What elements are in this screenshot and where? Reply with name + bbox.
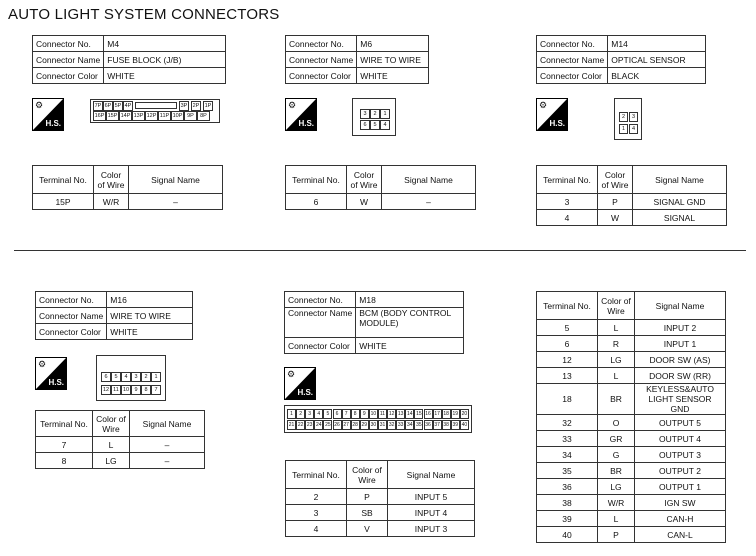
pin: 14 xyxy=(407,411,413,417)
table-row: 5 L INPUT 2 xyxy=(537,320,726,336)
table-row: 6 R INPUT 1 xyxy=(537,336,726,352)
pin: 27 xyxy=(343,422,349,428)
terminal-table-m4: Terminal No. Color of Wire Signal Name 15P W/R – xyxy=(32,165,223,210)
pin: 8 xyxy=(351,409,360,419)
connector-info-m14: Connector No. M14 Connector Name OPTICAL SENSOR Connector Color BLACK xyxy=(536,35,706,84)
table-row: 15P W/R – xyxy=(33,194,223,210)
table-row: 40 P CAN-L xyxy=(537,527,726,543)
connector-face-m16: 6 5 4 3 2 1 12 11 10 9 8 7 xyxy=(96,355,166,401)
pin: 5 xyxy=(323,409,332,419)
pin: 20 xyxy=(461,411,468,417)
pin: 3 xyxy=(305,409,314,419)
pin: 28 xyxy=(352,422,358,428)
hs-icon: ⚙ H.S. xyxy=(32,98,64,131)
table-row: 18 BR KEYLESS&AUTO LIGHT SENSOR GND xyxy=(537,384,726,415)
pin: 12 xyxy=(388,411,395,417)
section-divider xyxy=(14,250,746,251)
connector-color-label: Connector Color xyxy=(33,68,104,84)
table-row: 32 O OUTPUT 5 xyxy=(537,415,726,431)
pin: 15 xyxy=(416,411,422,417)
pin: 35 xyxy=(416,422,422,428)
pin: 32 xyxy=(388,422,395,428)
terminal-table-m18-cont: Terminal No. Color of Wire Signal Name 5 L INPUT 2 6 R INPUT 1 12 LG DOOR SW (AS) 13 L DOOR SW (RR) 18 BR KEYLESS&AUTO LIGHT SENSOR GND 32 O OUTPUT 5 33 GR OUTPUT 4 34 G OUTPUT 3 35 BR OUTPUT 2 36 LG OUTPUT 1 38 W/R IGN SW 39 L CAN-H 40 P CAN-L xyxy=(536,291,726,543)
pin: 33 xyxy=(397,422,404,428)
pin: 19 xyxy=(452,411,459,417)
connector-face-m14: 2 3 1 4 xyxy=(614,98,642,140)
pin: 10 xyxy=(370,411,377,417)
table-row: 33 GR OUTPUT 4 xyxy=(537,431,726,447)
table-row: 3 SB INPUT 4 xyxy=(286,505,475,521)
hs-icon: ⚙ H.S. xyxy=(284,367,316,400)
pin: 31 xyxy=(379,422,386,428)
connector-color-value: WHITE xyxy=(104,68,226,84)
pin: 9 xyxy=(360,409,369,419)
hs-icon: ⚙ H.S. xyxy=(285,98,317,131)
pin: 39 xyxy=(452,422,459,428)
table-row: 12 LG DOOR SW (AS) xyxy=(537,352,726,368)
hs-icon: ⚙ H.S. xyxy=(35,357,67,390)
table-row: 34 G OUTPUT 3 xyxy=(537,447,726,463)
pin: 26 xyxy=(334,422,340,428)
table-row: 4 V INPUT 3 xyxy=(286,521,475,537)
pin: 17 xyxy=(434,411,440,417)
hs-icon: ⚙ H.S. xyxy=(536,98,568,131)
pin: 7 xyxy=(342,409,351,419)
table-row: 8 LG – xyxy=(36,453,205,469)
terminal-table-m14: Terminal No. Color of Wire Signal Name 3 P SIGNAL GND 4 W SIGNAL xyxy=(536,165,727,226)
pin: 40 xyxy=(461,422,468,428)
pin: 30 xyxy=(370,422,377,428)
pin: 6 xyxy=(333,409,342,419)
pin: 13 xyxy=(397,411,404,417)
connector-info-m18: Connector No. M18 Connector Name BCM (BODY CONTROL MODULE) Connector Color WHITE xyxy=(284,291,464,354)
pin: 34 xyxy=(407,422,413,428)
connector-info-m16: Connector No. M16 Connector Name WIRE TO WIRE Connector Color WHITE xyxy=(35,291,193,340)
pin: 1 xyxy=(287,409,296,419)
pin: 21 xyxy=(288,422,295,428)
pin: 2 xyxy=(296,409,305,419)
connector-face-m4: 7P 6P 5P 4P 3P 2P 1P 16P 15P 14P 13P 12P 11P 10P 9P 8P xyxy=(90,99,220,123)
connector-face-m6: 3 2 1 6 5 4 xyxy=(352,98,396,136)
page-title: AUTO LIGHT SYSTEM CONNECTORS xyxy=(8,6,280,23)
connector-info-m4 xyxy=(32,35,226,84)
table-row: 2 P INPUT 5 xyxy=(286,489,475,505)
table-row: 35 BR OUTPUT 2 xyxy=(537,463,726,479)
pin: 4 xyxy=(314,409,323,419)
pin: 29 xyxy=(361,422,368,428)
table-row: 13 L DOOR SW (RR) xyxy=(537,368,726,384)
connector-info-m6: Connector No. M6 Connector Name WIRE TO WIRE Connector Color WHITE xyxy=(285,35,429,84)
pin: 23 xyxy=(306,422,313,428)
terminal-table-m6: Terminal No. Color of Wire Signal Name 6 W – xyxy=(285,165,476,210)
pin: 22 xyxy=(297,422,304,428)
table-row: 7 L – xyxy=(36,437,205,453)
pin: 16 xyxy=(425,411,431,417)
terminal-table-m18: Terminal No. Color of Wire Signal Name 2 P INPUT 5 3 SB INPUT 4 4 V INPUT 3 xyxy=(285,460,475,537)
connector-face-m18 xyxy=(284,405,472,433)
pin: 24 xyxy=(316,422,322,428)
pin: 25 xyxy=(325,422,331,428)
table-row: 38 W/R IGN SW xyxy=(537,495,726,511)
table-row: 3 P SIGNAL GND xyxy=(537,194,727,210)
table-row: 36 LG OUTPUT 1 xyxy=(537,479,726,495)
connector-no-value: M4 xyxy=(104,36,226,52)
terminal-table-m16: Terminal No. Color of Wire Signal Name 7 L – 8 LG – xyxy=(35,410,205,469)
pin: 38 xyxy=(443,422,449,428)
pin: 18 xyxy=(443,411,449,417)
table-row: 4 W SIGNAL xyxy=(537,210,727,226)
pin: 11 xyxy=(379,411,386,417)
connector-name-label: Connector Name xyxy=(33,52,104,68)
connector-no-label: Connector No. xyxy=(33,36,104,52)
connector-name-value: FUSE BLOCK (J/B) xyxy=(104,52,226,68)
table-row: 6 W – xyxy=(286,194,476,210)
pin: 37 xyxy=(434,422,440,428)
pin: 36 xyxy=(425,422,431,428)
table-row: 39 L CAN-H xyxy=(537,511,726,527)
